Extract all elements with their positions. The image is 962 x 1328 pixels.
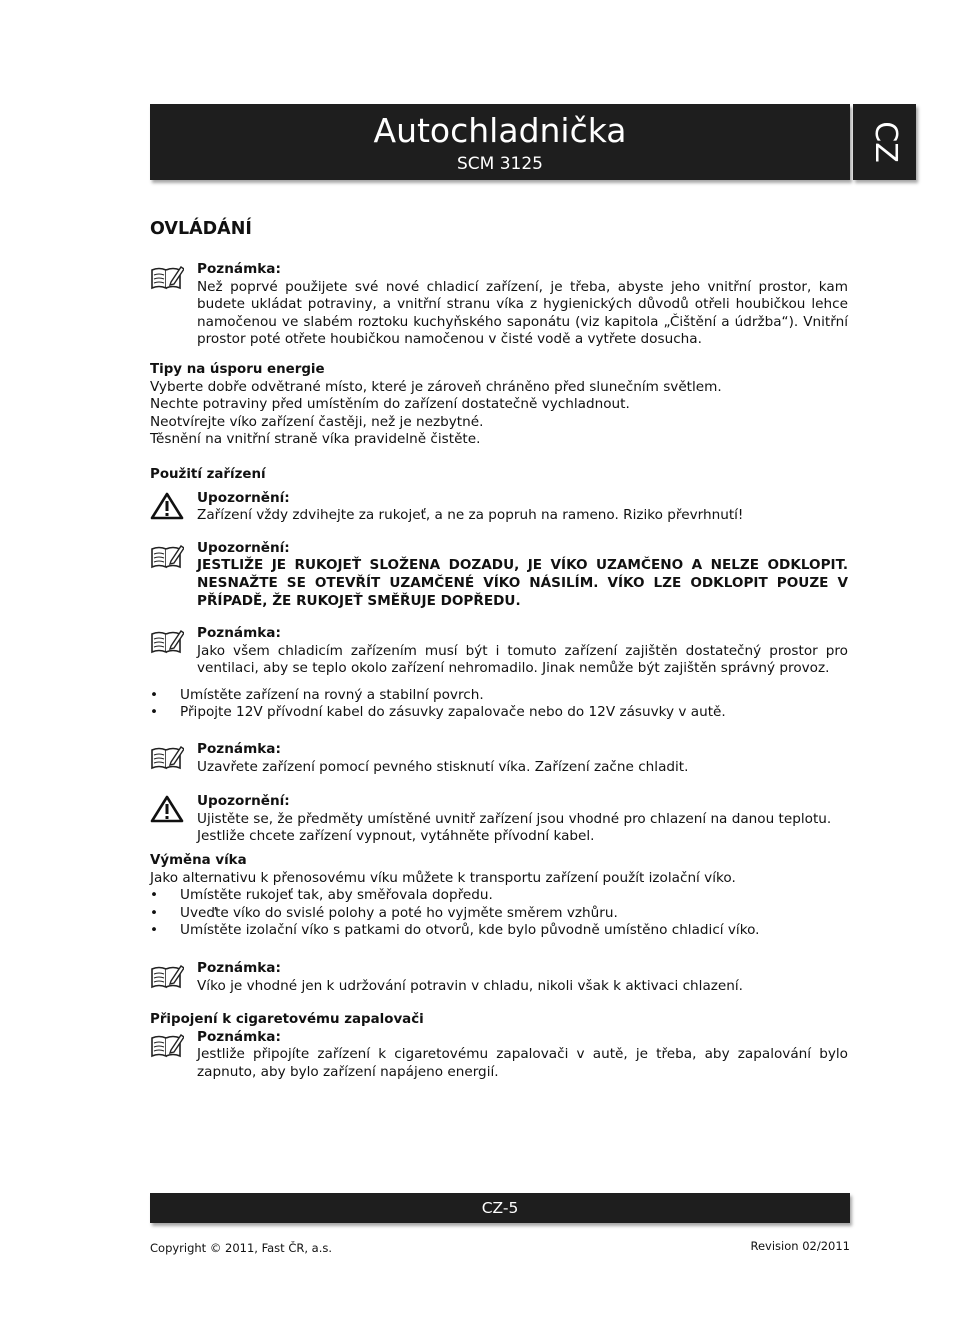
energy-line: Vyberte dobře odvětrané místo, které je zároveň chráněno před slunečním světlem. [150, 378, 722, 395]
note-text: Víko je vhodné jen k udržování potravin v chladu, nikoli však k aktivaci chlazení. [197, 977, 743, 994]
energy-line: Neotvírejte víko zařízení častěji, než je nezbytné. [150, 413, 484, 430]
warning-block [150, 793, 848, 846]
note-book-icon [150, 743, 184, 771]
note-label: Poznámka: [197, 1028, 281, 1045]
note-text: Jestliže připojíte zařízení k cigaretovému zapalovači v autě, je třeba, aby zapalování bylo zapnuto, aby bylo zařízení napájeno energií. [197, 1046, 848, 1080]
note-block [150, 261, 848, 349]
warning-text: Ujistěte se, že předměty umístěné uvnitř zařízení jsou vhodné pro chlazení na danou teplotu. [197, 810, 832, 827]
page-number: CZ-5 [481, 1199, 519, 1217]
warning-label: Upozornění: [197, 793, 290, 810]
warning-text: JESTLIŽE JE RUKOJEŤ SLOŽENA DOZADU, JE VÍKO UZAMČENO A NELZE ODKLOPIT. NESNAŽTE SE OTEVŘÍT UZAMČENÉ VÍKO NÁSILÍM. VÍKO LZE ODKLOPIT POUZE V PŘÍPADĚ, ŽE RUKOJEŤ SMĚŘUJE DOPŘEDU. [197, 557, 848, 609]
document-title: Autochladnička [373, 111, 627, 150]
note-text: Jako všem chladicím zařízením musí být i tomuto zařízení zajištěn dostatečný prostor pro ventilaci, aby se teplo okolo zařízení nehromadilo. Jinak nemůže být zajištěn správný provoz. [197, 642, 848, 677]
energy-line: Nechte potraviny před umístěním do zařízení dostatečně vychladnout. [150, 396, 630, 413]
copyright: Copyright © 2011, Fast ČR, a.s. [150, 1241, 333, 1255]
note-text: Uzavřete zařízení pomocí pevného stisknutí víka. Zařízení začne chladit. [197, 758, 689, 775]
note-text: Než poprvé použijete své nové chladicí zařízení, je třeba, abyste jeho vnitřní prostor, kam budete ukládat potraviny, a vnitřní stranu víka z hygienických důvodů otřeli houbičkou lehce namočenou ve slabém roztoku kuchyňského saponátu (viz kapitola „Čištění a údržba“). Vnitřní prostor poté otřete houbičkou namočenou v čisté vodě a vytřete dosucha. [197, 278, 848, 348]
energy-heading: Tipy na úsporu energie [150, 361, 325, 377]
warning-label: Upozornění: [197, 539, 290, 556]
note-book-icon [150, 263, 184, 291]
note-book-icon [150, 1031, 184, 1059]
note-block [150, 741, 848, 776]
list-item: • Připojte 12V přívodní kabel do zásuvky zapalovače nebo do 12V zásuvky v autě. [150, 704, 848, 722]
lighter-heading: Připojení k cigaretovému zapalovači [150, 1012, 424, 1028]
usage-bullet-list [150, 687, 848, 722]
header-bar [150, 104, 850, 180]
model-number: SCM 3125 [457, 154, 543, 174]
warning-triangle-icon [150, 492, 184, 520]
language-tab [853, 104, 916, 180]
list-item: • Umístěte zařízení na rovný a stabilní povrch. [150, 687, 848, 705]
note-book-icon [150, 542, 184, 570]
note-book-icon [150, 627, 184, 655]
lid-bullet-list [150, 887, 848, 940]
page-number-bar [150, 1193, 850, 1223]
warning-text: Jestliže chcete zařízení vypnout, vytáhněte přívodní kabel. [197, 828, 595, 845]
note-label: Poznámka: [197, 741, 281, 758]
revision: Revision 02/2011 [750, 1239, 850, 1253]
usage-heading: Použití zařízení [150, 466, 266, 482]
warning-text: Zařízení vždy zdvihejte za rukojeť, a ne za popruh na rameno. Riziko převrhnutí! [197, 507, 744, 524]
lid-intro: Jako alternativu k přenosovému víku můžete k transportu zařízení použít izolační víko. [150, 869, 736, 886]
lid-heading: Výměna víka [150, 853, 247, 869]
list-item: • Uveďte víko do svislé polohy a poté ho vyjměte směrem vzhůru. [150, 905, 848, 923]
energy-section [150, 361, 848, 449]
note-block [150, 1029, 848, 1082]
list-item: • Umístěte izolační víko s patkami do otvorů, kde bylo původně umístěno chladicí víko. [150, 922, 848, 940]
main-content [150, 218, 848, 1082]
note-block [150, 625, 848, 678]
note-book-icon [150, 962, 184, 990]
section-title: OVLÁDÁNÍ [150, 219, 252, 239]
note-label: Poznámka: [197, 625, 281, 642]
note-label: Poznámka: [197, 261, 281, 277]
energy-line: Těsnění na vnitřní straně víka pravidelně čistěte. [150, 431, 481, 448]
warning-block [150, 540, 848, 610]
warning-label: Upozornění: [197, 489, 290, 506]
note-block [150, 960, 848, 995]
warning-triangle-icon [150, 795, 184, 823]
warning-block [150, 490, 848, 525]
note-label: Poznámka: [197, 960, 281, 976]
language-code: CZ [867, 121, 903, 163]
list-item: • Umístěte rukojeť tak, aby směřovala dopředu. [150, 887, 848, 905]
lid-section [150, 852, 848, 940]
